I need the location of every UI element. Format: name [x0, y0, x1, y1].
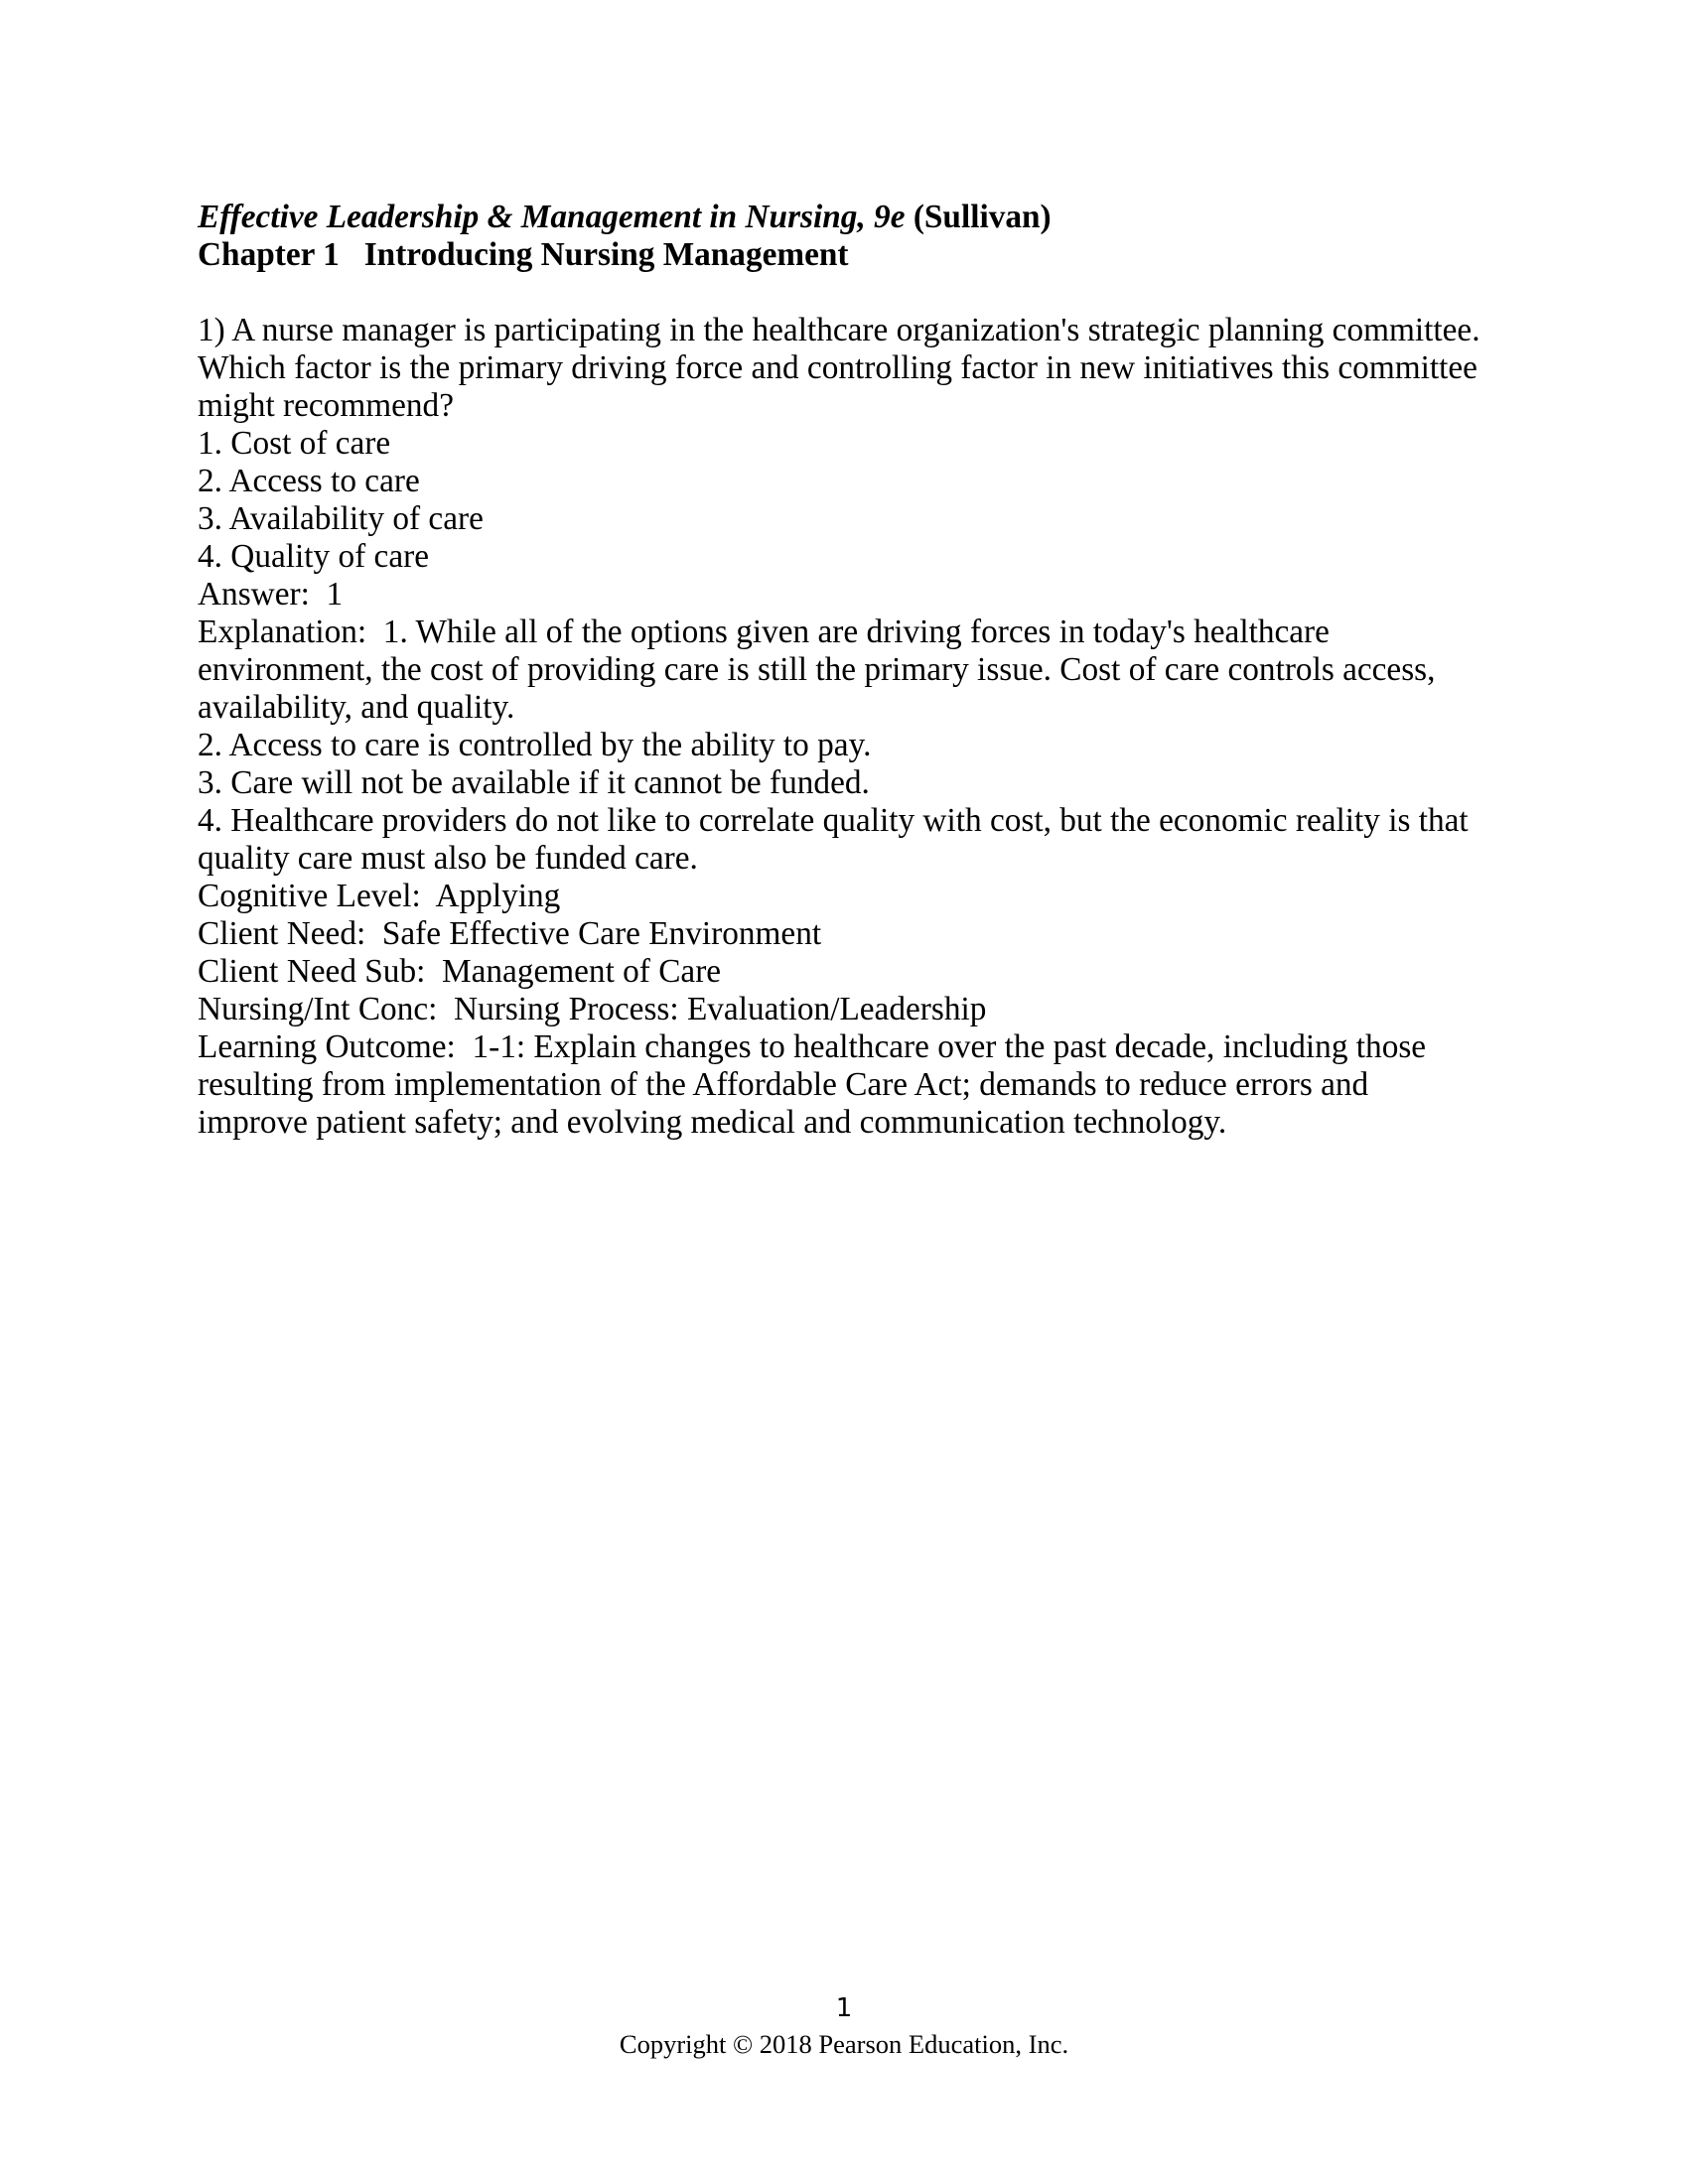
- explanation-line: quality care must also be funded care.: [198, 840, 698, 877]
- question-metadata: [198, 878, 1518, 1142]
- option: 3. Availability of care: [198, 500, 484, 537]
- client-need: Client Need: Safe Effective Care Environment: [198, 915, 822, 952]
- learning-outcome: improve patient safety; and evolving medical and communication technology.: [198, 1104, 1227, 1141]
- explanation-line: availability, and quality.: [198, 689, 515, 726]
- explanation-line: 3. Care will not be available if it cannot be funded.: [198, 764, 870, 801]
- explanation-line: environment, the cost of providing care is still the primary issue. Cost of care controls access,: [198, 651, 1436, 688]
- option: 1. Cost of care: [198, 425, 391, 462]
- explanation-line: 2. Access to care is controlled by the ability to pay.: [198, 727, 872, 763]
- copyright-notice: Copyright © 2018 Pearson Education, Inc.: [619, 2029, 1069, 2059]
- stem-line: might recommend?: [198, 387, 454, 424]
- explanation-line: 4. Healthcare providers do not like to correlate quality with cost, but the economic reality is that: [198, 802, 1469, 839]
- learning-outcome: Learning Outcome: 1-1: Explain changes to healthcare over the past decade, including those: [198, 1028, 1427, 1065]
- cognitive-level: Cognitive Level: Applying: [198, 878, 561, 914]
- spacer: [198, 274, 1518, 312]
- explanation-line: Explanation: 1. While all of the options given are driving forces in today's healthcare: [198, 614, 1330, 650]
- author: (Sullivan): [913, 199, 1052, 235]
- book-heading: [198, 199, 1518, 236]
- document-body: [198, 199, 1518, 1142]
- nursing-concept: Nursing/Int Conc: Nursing Process: Evaluation/Leadership: [198, 991, 987, 1027]
- stem-line: Which factor is the primary driving force and controlling factor in new initiatives this committee: [198, 349, 1477, 386]
- client-need-sub: Client Need Sub: Management of Care: [198, 953, 722, 990]
- explanation: [198, 614, 1518, 878]
- book-title: Effective Leadership & Management in Nursing, 9e: [198, 199, 906, 235]
- learning-outcome: resulting from implementation of the Affordable Care Act; demands to reduce errors and: [198, 1066, 1369, 1103]
- page-number: 1: [835, 1993, 853, 2023]
- answer-options: [198, 425, 1518, 576]
- stem-line: 1) A nurse manager is participating in the healthcare organization's strategic planning committee.: [198, 312, 1480, 348]
- option: 4. Quality of care: [198, 538, 429, 575]
- answer: Answer: 1: [198, 576, 344, 613]
- option: 2. Access to care: [198, 463, 420, 499]
- question-stem: [198, 312, 1518, 425]
- chapter-title: Chapter 1 Introducing Nursing Management: [198, 236, 849, 273]
